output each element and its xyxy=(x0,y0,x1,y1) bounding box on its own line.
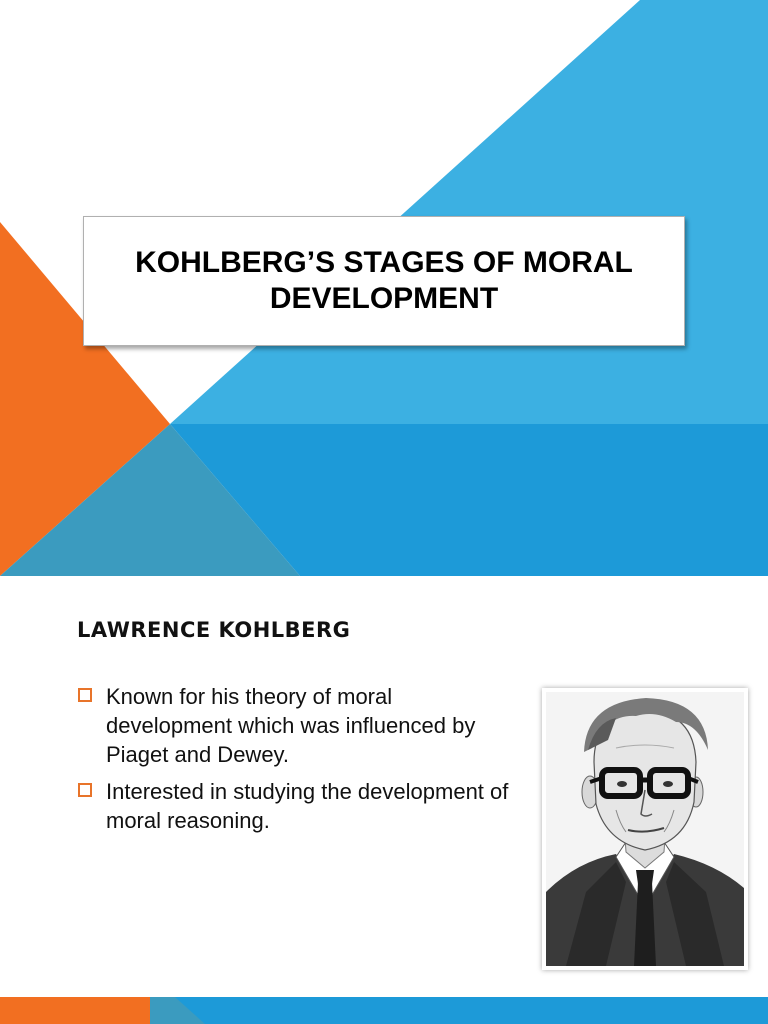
hollow-square-icon xyxy=(78,688,92,702)
slide-heading: LAWRENCE KOHLBERG xyxy=(77,618,351,642)
bullet-text: Known for his theory of moral development which was influenced by Piaget and Dewey. xyxy=(106,684,476,767)
light-blue-shape xyxy=(170,0,768,424)
bullet-list xyxy=(76,682,516,843)
portrait-sketch-image xyxy=(546,692,744,966)
slide-title: KOHLBERG’S STAGES OF MORAL DEVELOPMENT xyxy=(135,246,633,315)
bullet-item xyxy=(76,682,516,769)
portrait-frame xyxy=(542,688,748,970)
bottom-decor-bar xyxy=(0,997,768,1024)
orange-bar-segment xyxy=(0,997,150,1024)
hollow-square-icon xyxy=(78,783,92,797)
bullet-text: Interested in studying the development of moral reasoning. xyxy=(106,779,509,833)
content-slide xyxy=(0,576,768,1024)
bullet-item xyxy=(76,777,516,835)
blue-bar-segment xyxy=(150,997,768,1024)
title-box xyxy=(83,216,685,346)
